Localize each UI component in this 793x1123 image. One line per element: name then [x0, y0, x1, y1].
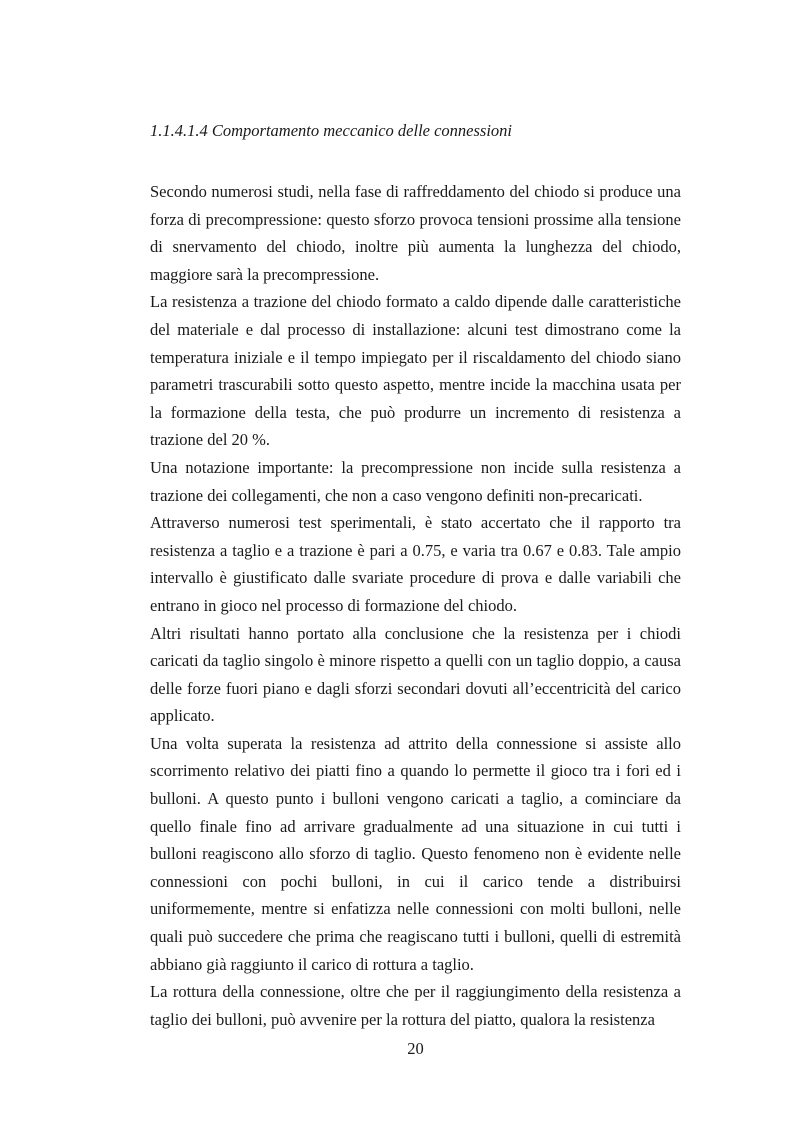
paragraph-important-note: Una notazione importante: la precompressione non incide sulla resistenza a trazione dei collegamenti, che non a caso vengono definiti non-precaricati.: [150, 457, 681, 505]
paragraph-connection-failure: La rottura della connessione, oltre che per il raggiungimento della resistenza a taglio dei bulloni, può avvenire per la rottura del piatto, qualora la resistenza: [150, 982, 681, 1029]
paragraph-single-double-shear: Altri risultati hanno portato alla conclusione che la resistenza per i chiodi caricati da taglio singolo è minore rispetto a quelli con un taglio doppio, a causa delle forze fuori piano e dagli sforzi secondari dovuti all’eccentricità del carico applicato.: [150, 623, 681, 726]
paragraph-tensile-resistance: La resistenza a trazione del chiodo formato a caldo dipende dalle caratteristiche del materiale e dal processo di installazione: alcuni test dimostrano come la temperatura iniziale e il tempo impiegato per il riscaldamento del chiodo siano parametri trascurabili sotto questo aspetto, mentre incide la macchina usata per la formazione della testa, che può produrre un incremento di resistenza a trazione del 20 %.: [150, 292, 681, 450]
paragraph-friction-slip: Una volta superata la resistenza ad attrito della connessione si assiste allo scorrimento relativo dei piatti fino a quando lo permette il gioco tra i fori ed i bulloni. A questo punto i bulloni vengono caricati a taglio, a cominciare da quello finale fino ad arrivare gradualmente ad una situazione in cui tutti i bulloni reagiscono allo sforzo di taglio. Questo fenomeno non è evidente nelle connessioni con pochi bulloni, in cui il carico tende a distribuirsi uniformemente, mentre si enfatizza nelle connessioni con molti bulloni, nelle quali può succedere che prima che reagiscano tutti i bulloni, quelli di estremità abbiano già raggiunto il carico di rottura a taglio.: [150, 733, 681, 974]
paragraph-shear-tension-ratio: Attraverso numerosi test sperimentali, è stato accertato che il rapporto tra resistenza a taglio e a trazione è pari a 0.75, e varia tra 0.67 e 0.83. Tale ampio intervallo è giustificato dalle svariate procedure di prova e dalle variabili che entrano in gioco nel processo di formazione del chiodo.: [150, 513, 681, 615]
paragraph-precompression: Secondo numerosi studi, nella fase di raffreddamento del chiodo si produce una forza di precompressione: questo sforzo provoca tensioni prossime alla tensione di snervamento del chiodo, inoltre più aumenta la lunghezza del chiodo, maggiore sarà la precompressione.: [150, 182, 681, 284]
body-text: [150, 178, 681, 1033]
page-number: 20: [407, 1039, 424, 1058]
section-heading: 1.1.4.1.4 Comportamento meccanico delle connessioni: [150, 121, 513, 140]
